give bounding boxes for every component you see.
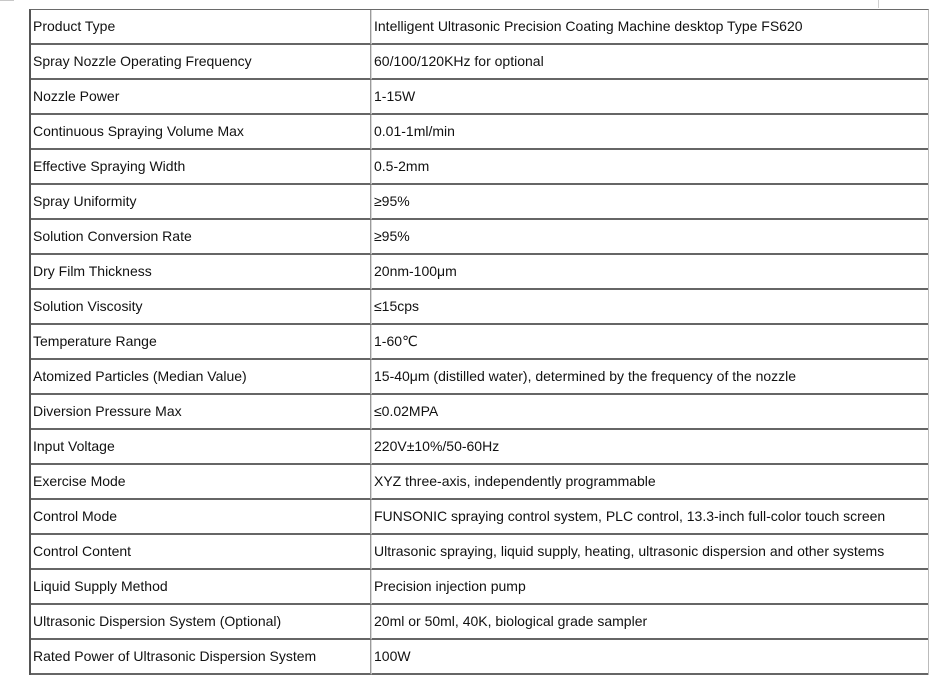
top-left-divider <box>0 0 14 1</box>
table-row <box>31 395 928 430</box>
table-row <box>31 290 928 325</box>
spec-label: Product Type <box>31 10 371 45</box>
table-row <box>31 430 928 465</box>
table-row <box>31 500 928 535</box>
table-row <box>31 185 928 220</box>
spec-value: ≤0.02MPA <box>371 395 928 430</box>
spec-value: 220V±10%/50-60Hz <box>371 430 928 465</box>
spec-value: 0.01-1ml/min <box>371 115 928 150</box>
spec-label: Exercise Mode <box>31 465 371 500</box>
spec-label: Spray Uniformity <box>31 185 371 220</box>
spec-value: ≤15cps <box>371 290 928 325</box>
spec-label: Rated Power of Ultrasonic Dispersion System <box>31 640 371 675</box>
table-row <box>31 605 928 640</box>
table-row <box>31 535 928 570</box>
spec-label: Atomized Particles (Median Value) <box>31 360 371 395</box>
spec-label: Nozzle Power <box>31 80 371 115</box>
spec-value: 20nm-100μm <box>371 255 928 290</box>
table-row <box>31 255 928 290</box>
spec-value: Precision injection pump <box>371 570 928 605</box>
spec-label: Solution Conversion Rate <box>31 220 371 255</box>
spec-label: Diversion Pressure Max <box>31 395 371 430</box>
table-row <box>31 45 928 80</box>
spec-value: 0.5-2mm <box>371 150 928 185</box>
table-row <box>31 360 928 395</box>
spec-value: 100W <box>371 640 928 675</box>
table-row <box>31 465 928 500</box>
table-row <box>31 150 928 185</box>
spec-value: XYZ three-axis, independently programmable <box>371 465 928 500</box>
spec-value: Intelligent Ultrasonic Precision Coating Machine desktop Type FS620 <box>371 10 928 45</box>
specification-table <box>29 9 929 675</box>
spec-label: Control Mode <box>31 500 371 535</box>
table-row <box>31 10 928 45</box>
table-row <box>31 570 928 605</box>
spec-label: Continuous Spraying Volume Max <box>31 115 371 150</box>
top-right-divider <box>878 0 879 8</box>
table-row <box>31 115 928 150</box>
table-row <box>31 220 928 255</box>
spec-value: ≥95% <box>371 185 928 220</box>
spec-value: FUNSONIC spraying control system, PLC control, 13.3-inch full-color touch screen <box>371 500 928 535</box>
spec-value: 1-15W <box>371 80 928 115</box>
spec-label: Input Voltage <box>31 430 371 465</box>
spec-label: Control Content <box>31 535 371 570</box>
spec-value: ≥95% <box>371 220 928 255</box>
table-row <box>31 80 928 115</box>
spec-value: 60/100/120KHz for optional <box>371 45 928 80</box>
spec-label: Temperature Range <box>31 325 371 360</box>
spec-label: Dry Film Thickness <box>31 255 371 290</box>
spec-value: 20ml or 50ml, 40K, biological grade sampler <box>371 605 928 640</box>
spec-label: Liquid Supply Method <box>31 570 371 605</box>
spec-value: Ultrasonic spraying, liquid supply, heating, ultrasonic dispersion and other systems <box>371 535 928 570</box>
spec-value: 15-40μm (distilled water), determined by the frequency of the nozzle <box>371 360 928 395</box>
spec-label: Spray Nozzle Operating Frequency <box>31 45 371 80</box>
table-row <box>31 325 928 360</box>
spec-value: 1-60℃ <box>371 325 928 360</box>
specification-table-body <box>31 10 928 675</box>
spec-label: Effective Spraying Width <box>31 150 371 185</box>
spec-label: Ultrasonic Dispersion System (Optional) <box>31 605 371 640</box>
table-row <box>31 640 928 675</box>
spec-label: Solution Viscosity <box>31 290 371 325</box>
